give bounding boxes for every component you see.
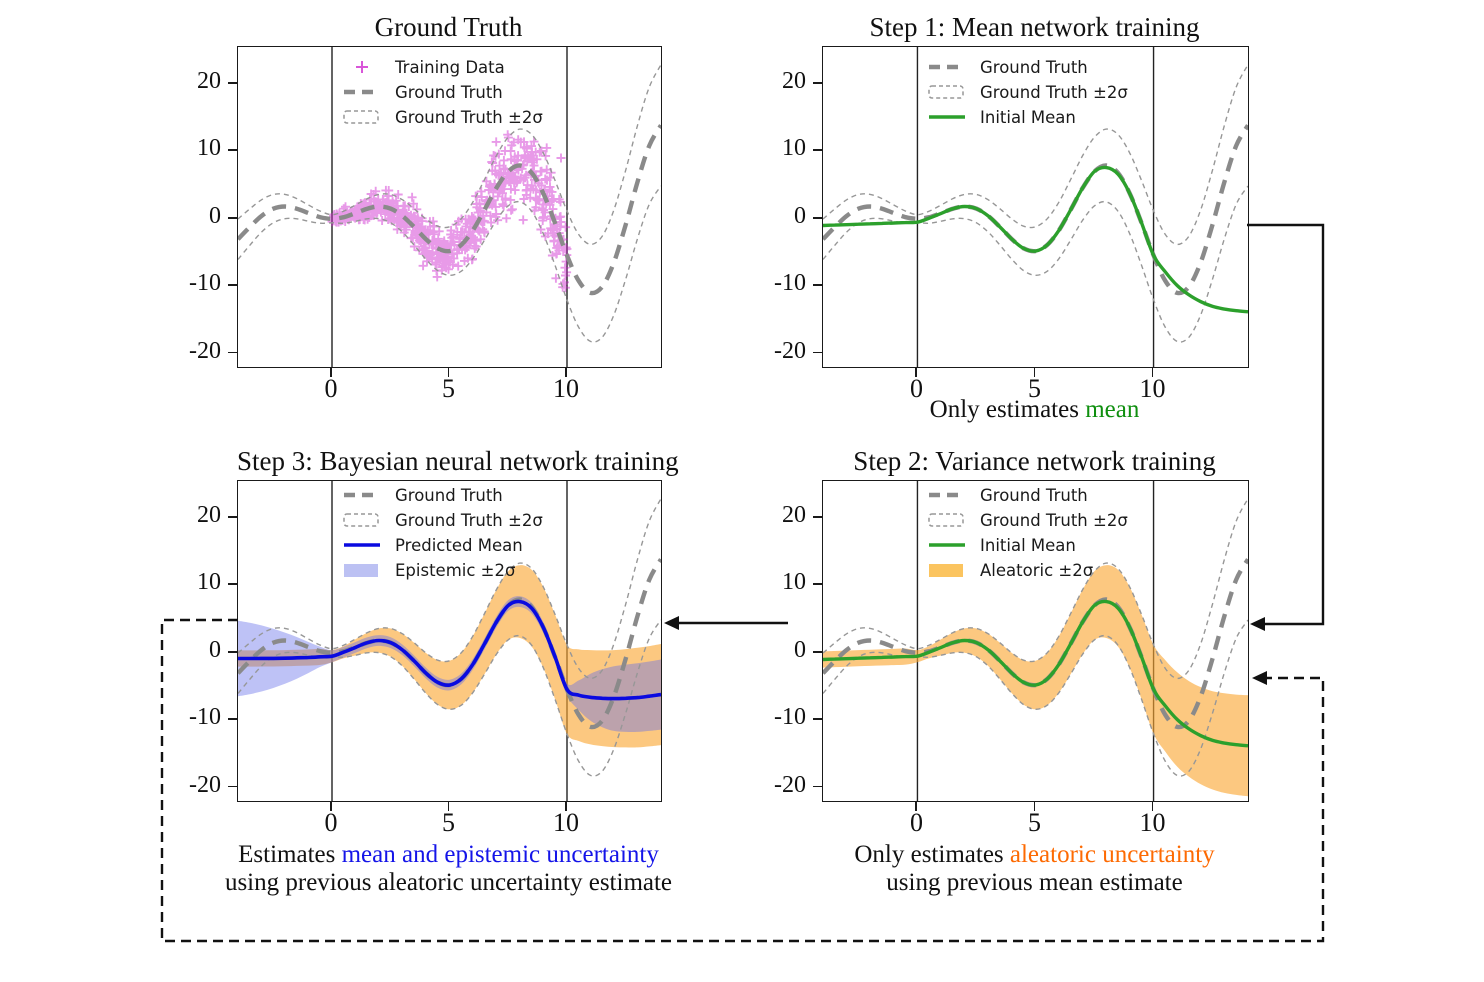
flow-arrowhead-feedback-loop bbox=[1252, 671, 1267, 685]
legend-item bbox=[342, 509, 543, 531]
y-tick-label: -20 bbox=[189, 337, 221, 364]
caption-text: Estimates bbox=[238, 841, 342, 868]
y-tick-mark bbox=[813, 217, 822, 219]
legend-label: Training Data bbox=[395, 57, 505, 77]
y-tick-label: 20 bbox=[782, 502, 806, 529]
legend-label: Ground Truth bbox=[980, 485, 1088, 505]
y-tick-mark bbox=[813, 516, 822, 518]
panel-title-step1: Step 1: Mean network training bbox=[869, 12, 1200, 42]
ground-truth-curve bbox=[823, 125, 1248, 293]
caption-text: using previous aleatoric uncertainty estimate bbox=[224, 869, 673, 896]
legend-label: Aleatoric ±2σ bbox=[980, 560, 1094, 580]
y-tick-mark bbox=[813, 352, 822, 354]
legend-swatch-dash-thick-icon bbox=[927, 58, 967, 76]
x-tick-label: 5 bbox=[1028, 374, 1041, 403]
y-tick-mark bbox=[228, 82, 237, 84]
y-tick-label: 0 bbox=[209, 202, 221, 229]
y-tick-label: 20 bbox=[197, 502, 221, 529]
panel-title-step3: Step 3: Bayesian neural network training bbox=[237, 446, 679, 476]
legend-step2 bbox=[927, 484, 1128, 581]
x-tick-label: 10 bbox=[1139, 808, 1166, 837]
panel-title-ground-truth: Ground Truth bbox=[374, 12, 523, 42]
y-tick-label: 10 bbox=[197, 569, 221, 596]
y-tick-label: -10 bbox=[774, 704, 806, 731]
y-tick-label: 0 bbox=[209, 636, 221, 663]
legend-item bbox=[342, 81, 543, 103]
legend-step3 bbox=[342, 484, 543, 581]
caption-line bbox=[192, 841, 705, 869]
legend-swatch-box-dashed-icon bbox=[927, 83, 967, 101]
caption-line bbox=[797, 869, 1272, 897]
y-tick-label: 0 bbox=[794, 202, 806, 229]
legend-ground-truth bbox=[342, 56, 543, 128]
y-tick-mark bbox=[813, 149, 822, 151]
legend-label: Ground Truth bbox=[395, 82, 503, 102]
y-tick-label: 20 bbox=[197, 68, 221, 95]
legend-item bbox=[927, 534, 1128, 556]
legend-label: Initial Mean bbox=[980, 107, 1076, 127]
y-tick-mark bbox=[813, 651, 822, 653]
y-tick-mark bbox=[813, 82, 822, 84]
legend-item bbox=[927, 56, 1128, 78]
x-tick-label: 0 bbox=[324, 808, 338, 837]
caption-step2 bbox=[797, 841, 1272, 897]
y-tick-label: -20 bbox=[774, 771, 806, 798]
legend-item bbox=[342, 106, 543, 128]
y-tick-label: -10 bbox=[189, 270, 221, 297]
legend-item bbox=[927, 484, 1128, 506]
legend-item bbox=[342, 534, 543, 556]
y-tick-mark bbox=[228, 651, 237, 653]
legend-swatch-box-dashed-icon bbox=[342, 108, 382, 126]
x-tick-label: 0 bbox=[909, 808, 923, 837]
y-tick-mark bbox=[228, 284, 237, 286]
legend-label: Ground Truth ±2σ bbox=[395, 510, 543, 530]
y-tick-label: 10 bbox=[197, 135, 221, 162]
legend-item bbox=[342, 484, 543, 506]
legend-swatch-box-fill-icon bbox=[342, 561, 382, 579]
y-tick-mark bbox=[228, 718, 237, 720]
caption-line bbox=[192, 869, 705, 897]
legend-step1 bbox=[927, 56, 1128, 128]
x-tick-label: 10 bbox=[553, 374, 579, 403]
y-tick-label: 20 bbox=[782, 68, 806, 95]
x-tick-label: 5 bbox=[1028, 808, 1041, 837]
x-tick-label: 0 bbox=[324, 374, 338, 403]
y-tick-mark bbox=[228, 516, 237, 518]
legend-item bbox=[927, 81, 1128, 103]
legend-swatch-dash-thick-icon bbox=[342, 83, 382, 101]
legend-swatch-plus-icon bbox=[342, 58, 382, 76]
legend-label: Predicted Mean bbox=[395, 535, 523, 555]
caption-text: Only estimates bbox=[854, 841, 1010, 868]
legend-swatch-dash-thick-icon bbox=[342, 486, 382, 504]
y-tick-label: -20 bbox=[189, 771, 221, 798]
y-tick-mark bbox=[813, 583, 822, 585]
caption-step3 bbox=[192, 841, 705, 897]
caption-highlight: mean and epistemic uncertainty bbox=[341, 841, 659, 868]
y-tick-mark bbox=[228, 352, 237, 354]
y-tick-mark bbox=[228, 149, 237, 151]
legend-item bbox=[927, 509, 1128, 531]
legend-swatch-dash-thick-icon bbox=[927, 486, 967, 504]
caption-text: using previous mean estimate bbox=[886, 869, 1183, 896]
y-tick-label: -20 bbox=[774, 337, 806, 364]
legend-swatch-line-icon bbox=[342, 536, 382, 554]
x-tick-label: 5 bbox=[442, 374, 455, 403]
x-tick-label: 5 bbox=[442, 808, 455, 837]
y-tick-mark bbox=[228, 583, 237, 585]
y-tick-label: 0 bbox=[794, 636, 806, 663]
legend-swatch-line-icon bbox=[927, 108, 967, 126]
x-tick-label: 10 bbox=[553, 808, 579, 837]
legend-swatch-box-dashed-icon bbox=[342, 511, 382, 529]
caption-highlight: aleatoric uncertainty bbox=[1009, 841, 1215, 868]
legend-label: Ground Truth ±2σ bbox=[395, 107, 543, 127]
legend-item bbox=[927, 106, 1128, 128]
x-tick-label: 0 bbox=[909, 374, 923, 403]
flow-arrowhead-step2-to-step3 bbox=[664, 616, 679, 630]
legend-swatch-line-icon bbox=[927, 536, 967, 554]
legend-label: Ground Truth bbox=[980, 57, 1088, 77]
legend-label: Ground Truth bbox=[395, 485, 503, 505]
flow-arrowhead-step1-to-step2 bbox=[1250, 617, 1265, 631]
caption-highlight: mean bbox=[1085, 396, 1140, 423]
panel-title-step2: Step 2: Variance network training bbox=[853, 446, 1216, 476]
y-tick-mark bbox=[813, 786, 822, 788]
y-tick-label: -10 bbox=[189, 704, 221, 731]
y-tick-label: 10 bbox=[782, 135, 806, 162]
legend-item bbox=[342, 559, 543, 581]
caption-text: Only estimates bbox=[929, 396, 1086, 423]
aleatoric-band bbox=[823, 565, 1248, 796]
y-tick-mark bbox=[228, 217, 237, 219]
initial-mean-curve bbox=[823, 167, 1248, 311]
y-tick-label: -10 bbox=[774, 270, 806, 297]
caption-line bbox=[797, 841, 1272, 869]
y-tick-label: 10 bbox=[782, 569, 806, 596]
legend-label: Ground Truth ±2σ bbox=[980, 510, 1128, 530]
legend-label: Epistemic ±2σ bbox=[395, 560, 516, 580]
y-tick-mark bbox=[813, 718, 822, 720]
legend-label: Initial Mean bbox=[980, 535, 1076, 555]
y-tick-mark bbox=[813, 284, 822, 286]
flow-arrow-step1-to-step2 bbox=[1247, 225, 1323, 624]
legend-item bbox=[342, 56, 543, 78]
legend-swatch-box-dashed-icon bbox=[927, 511, 967, 529]
x-tick-label: 10 bbox=[1139, 374, 1166, 403]
legend-label: Ground Truth ±2σ bbox=[980, 82, 1128, 102]
y-tick-mark bbox=[228, 786, 237, 788]
legend-swatch-box-fill-icon bbox=[927, 561, 967, 579]
legend-item bbox=[927, 559, 1128, 581]
